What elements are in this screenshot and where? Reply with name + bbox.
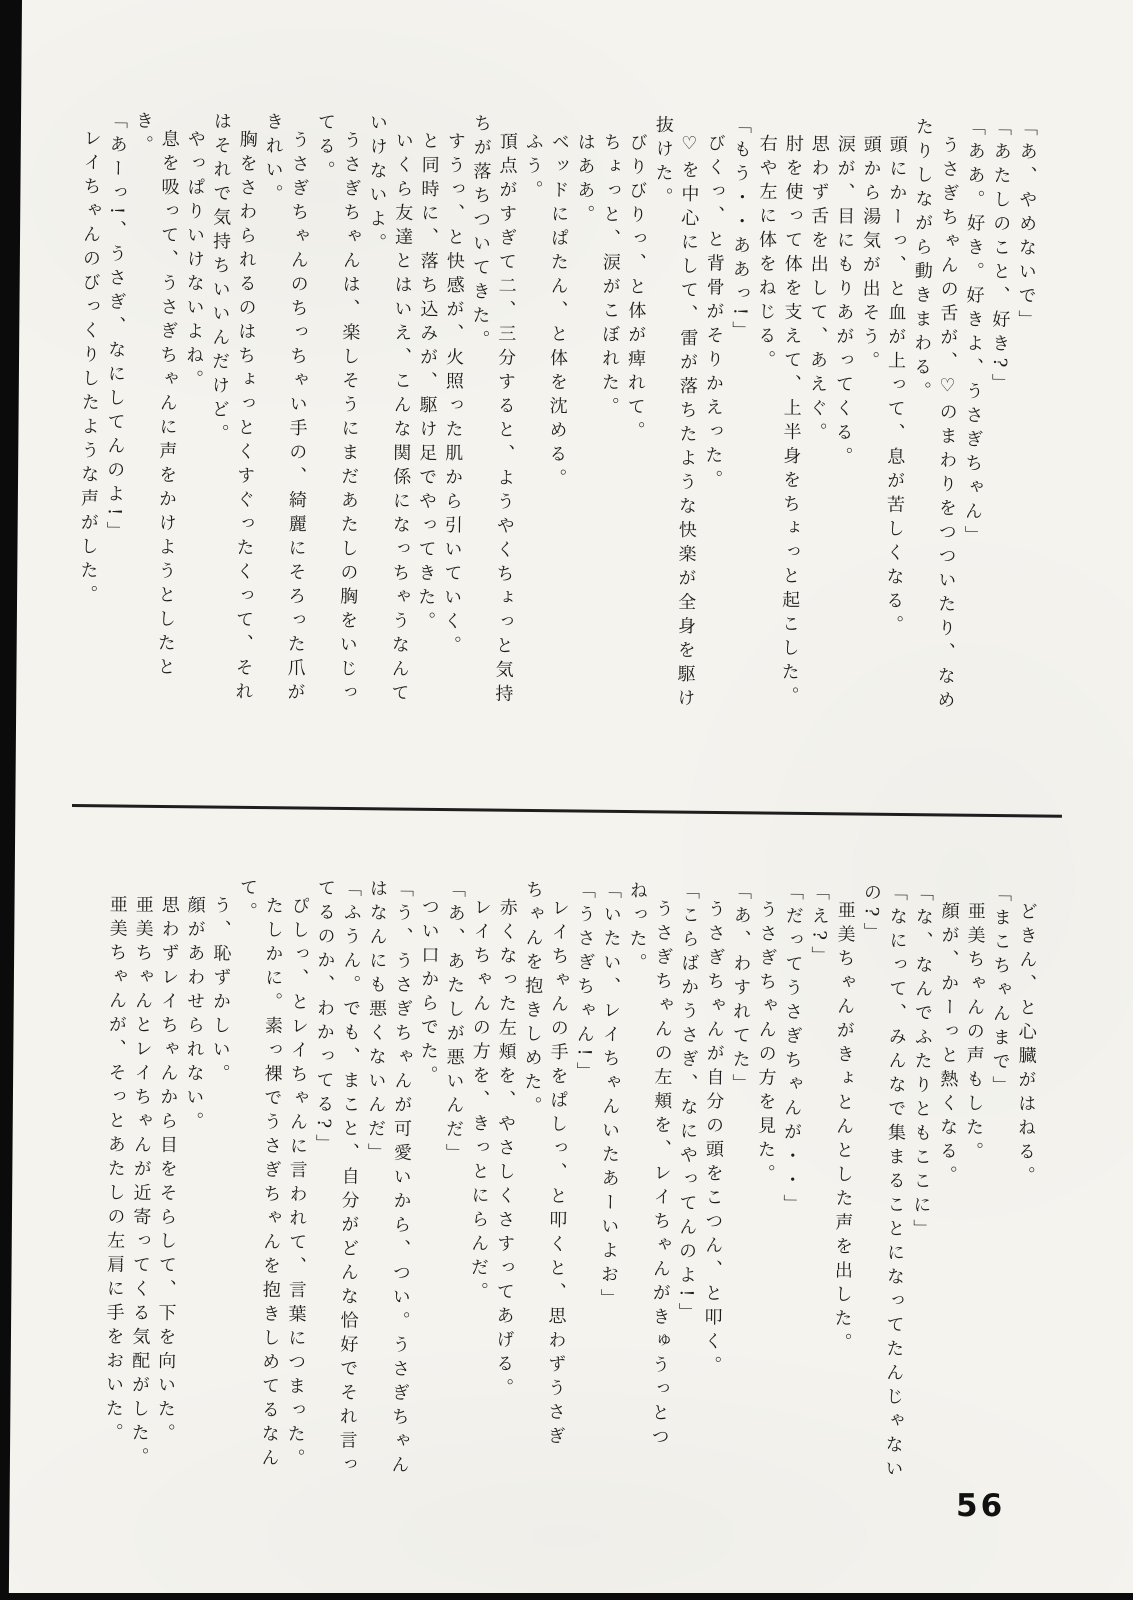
text-paragraph-narrative: 胸をさわられるのはちょっとくすぐったくって、それはそれで気持ちいいんだけど。 xyxy=(208,111,258,706)
text-paragraph-narrative: ちょっと、涙がこぼれた。 xyxy=(598,132,622,421)
text-paragraph-dialogue: 「あーっ!、うさぎ、なにしてんのよ!」 xyxy=(103,110,129,546)
text-paragraph-narrative: 顔があわせられない。 xyxy=(183,895,206,1136)
text-paragraph-narrative: うさぎちゃんの左頬を、レイちゃんがきゅうっとつねった。 xyxy=(626,880,674,1452)
text-paragraph-narrative: いくら友達とはいえ、こんな関係になっちゃうなんていけないよ。 xyxy=(365,112,414,708)
text-paragraph-narrative: 亜美ちゃんとレイちゃんが近寄ってくる気配がした。 xyxy=(128,894,154,1472)
scan-edge-bottom xyxy=(0,1593,1133,1600)
text-paragraph-narrative: ♡を中心にして、雷が落ちたような快楽が全身を駆け抜けた。 xyxy=(652,114,700,713)
text-paragraph-narrative: びくっ、と背骨がそりかえった。 xyxy=(702,133,726,494)
text-paragraph-narrative: 思わずレイちゃんから目をそらして、下を向いた。 xyxy=(154,895,180,1448)
text-paragraph-dialogue: 「う、うさぎちゃんが可愛いから、つい。うさぎちゃんはなんにも悪くないんだ」 xyxy=(364,878,415,1480)
text-paragraph-narrative: うさぎちゃんのちっちゃい手の、綺麗にそろった爪がきれい。 xyxy=(262,111,310,707)
text-paragraph-dialogue: 「あたしのこと、好き?」 xyxy=(988,117,1013,398)
text-paragraph-dialogue: 「もう・・ああっ!」 xyxy=(729,115,753,345)
text-paragraph-narrative: たしかに。素っ裸でうさぎちゃんを抱きしめてるなんて。 xyxy=(236,877,284,1473)
text-paragraph-narrative: 息を吸って、うさぎちゃんに声をかけようとしたとき。 xyxy=(132,110,180,682)
text-paragraph-dialogue: 「な、なんでふたりともここに」 xyxy=(910,883,935,1244)
text-paragraph-narrative: はああ。 xyxy=(574,132,596,229)
section-divider xyxy=(72,804,1062,818)
text-paragraph-narrative: うさぎちゃんの舌が、♡のまわりをつついたり、なめたりしながら動きまわる。 xyxy=(910,117,960,715)
text-paragraph-narrative: すうっ、と快感が、火照った肌から引いていく。 xyxy=(440,131,466,660)
text-paragraph-dialogue: 「ふうん。でも、まこと、自分がどんな恰好でそれ言ってるのか、わかってる?」 xyxy=(312,878,363,1479)
text-paragraph-narrative: 肘を使って体を支えて、上半身をちょっと起こした。 xyxy=(778,133,804,711)
text-paragraph-dialogue: 「だってうさぎちゃんが・・」 xyxy=(780,881,805,1219)
text-paragraph-narrative: ベッドにぱたん、と体を沈める。 xyxy=(546,132,570,493)
text-paragraph-narrative: レイちゃんの方を、きっとにらんだ。 xyxy=(467,897,492,1306)
text-paragraph-narrative: 亜美ちゃんが、そっとあたしの左肩に手をおいた。 xyxy=(102,894,128,1447)
text-paragraph-narrative: うさぎちゃんは、楽しそうにまだあたしの胸をいじってる。 xyxy=(314,112,362,707)
text-paragraph-narrative: どきん、と心臓がはねる。 xyxy=(1014,901,1038,1190)
text-paragraph-dialogue: 「あ、わすれてた」 xyxy=(729,881,753,1098)
text-paragraph-narrative: 亜美ちゃんの声もした。 xyxy=(962,901,986,1166)
text-paragraph-narrative: う、恥ずかしい。 xyxy=(209,895,232,1088)
text-paragraph-narrative: やっぱりいけないよね。 xyxy=(182,129,206,394)
text-paragraph-dialogue: 「うさぎちゃん!」 xyxy=(573,880,597,1086)
text-block-top xyxy=(73,110,1040,721)
text-paragraph-narrative: レイちゃんのびっくりしたような声がした。 xyxy=(77,128,102,609)
text-paragraph-dialogue: 「まこちゃんまで」 xyxy=(989,883,1013,1100)
text-paragraph-narrative: ぴしっ、とレイちゃんに言われて、言葉につまった。 xyxy=(284,896,310,1473)
text-block-bottom xyxy=(99,877,1040,1487)
text-paragraph-narrative: うさぎちゃんの方を見た。 xyxy=(754,899,778,1188)
text-paragraph-narrative: 赤くなった左頬を、やさしくさすってあげる。 xyxy=(492,897,518,1402)
text-paragraph-narrative: うさぎちゃんが自分の頭をこつん、と叩く。 xyxy=(701,899,726,1380)
text-paragraph-dialogue: 「こらばかうさぎ、なにやってんのよ!」 xyxy=(675,881,701,1327)
text-paragraph-narrative: 頭にかーっ、と血が上って、息が苦しくなる。 xyxy=(882,134,908,639)
text-paragraph-dialogue: 「あ、やめないで」 xyxy=(1015,117,1039,334)
text-paragraph-narrative: つい口からでた。 xyxy=(417,897,440,1090)
text-paragraph-narrative: 頭から湯気が出そう。 xyxy=(858,134,882,375)
text-paragraph-dialogue: 「なにって、みんなで集まることになってたんじゃないの?」 xyxy=(860,882,909,1483)
text-paragraph-narrative: びりびりっ、と体が痺れて。 xyxy=(624,132,648,445)
text-paragraph-narrative: 顔が、かーっと熱くなる。 xyxy=(936,901,960,1190)
text-paragraph-dialogue: 「いたい、レイちゃんいたあーいよお」 xyxy=(597,880,623,1313)
text-paragraph-dialogue: 「ああ。好き。好きよ、うさぎちゃん」 xyxy=(961,117,987,550)
text-paragraph-narrative: 思わず舌を出して、あえぐ。 xyxy=(806,134,830,447)
text-paragraph-dialogue: 「あ、あたしが悪いんだ」 xyxy=(442,879,467,1168)
text-paragraph-narrative: と同時に、落ち込みが、駆け足でやってきた。 xyxy=(414,131,440,636)
text-paragraph-narrative: ふう。 xyxy=(522,131,544,205)
text-paragraph-narrative: 亜美ちゃんがきょとんとした声を出した。 xyxy=(831,900,856,1357)
text-paragraph-dialogue: 「え?」 xyxy=(808,882,831,971)
text-paragraph-narrative: 右や左に体をねじる。 xyxy=(754,133,778,374)
text-paragraph-narrative: 頂点がすぎて二、三分すると、ようやくちょっと気持ちが落ちついてきた。 xyxy=(469,113,518,708)
text-paragraph-narrative: レイちゃんの手をぱしっ、と叩くと、思わずうさぎちゃんを抱きしめた。 xyxy=(521,879,570,1451)
text-paragraph-narrative: 涙が、目にもりあがってくる。 xyxy=(832,134,856,471)
page-number: 56 xyxy=(956,1488,1006,1524)
scan-edge-left xyxy=(0,0,22,1600)
